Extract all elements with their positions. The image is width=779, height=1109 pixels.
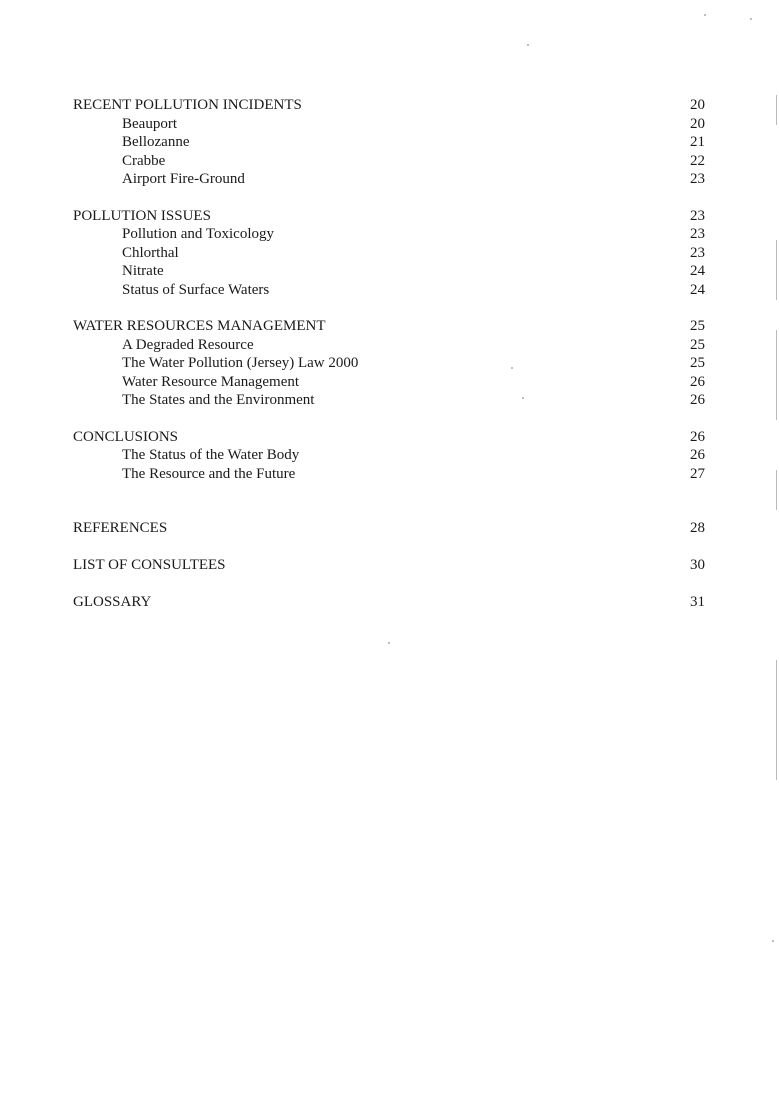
scan-edge-mark xyxy=(776,660,777,780)
scan-edge-mark xyxy=(776,470,777,510)
scan-speck xyxy=(750,18,752,20)
toc-page-number: 24 xyxy=(690,281,705,298)
toc-heading: LIST OF CONSULTEES xyxy=(73,557,226,573)
toc-page-number: 25 xyxy=(690,336,705,353)
toc-entry-row xyxy=(73,133,705,152)
toc-entry-row xyxy=(73,354,705,373)
scan-edge-mark xyxy=(776,240,777,300)
scan-speck xyxy=(772,940,774,942)
toc-section-pollution-issues xyxy=(73,207,705,300)
scan-speck xyxy=(388,642,390,644)
toc-entry: Beauport xyxy=(122,115,177,132)
toc-page-number: 26 xyxy=(690,428,705,445)
toc-entry: Airport Fire-Ground xyxy=(122,171,245,187)
toc-page-number: 23 xyxy=(690,207,705,224)
scan-speck xyxy=(704,14,706,16)
toc-page-number: 25 xyxy=(690,355,705,371)
toc-heading-row xyxy=(73,317,705,336)
toc-page-number: 31 xyxy=(690,594,705,610)
toc-entry: Nitrate xyxy=(122,263,164,279)
toc-entry-row xyxy=(73,115,705,134)
toc-page-number: 20 xyxy=(690,97,705,113)
toc-page-number: 23 xyxy=(690,244,705,261)
toc-heading: CONCLUSIONS xyxy=(73,428,179,445)
toc-heading-row xyxy=(73,428,705,447)
toc-entry: Crabbe xyxy=(122,152,166,169)
toc-entry-row xyxy=(73,373,705,392)
toc-section-recent-pollution-incidents xyxy=(73,96,705,189)
toc-page-number: 23 xyxy=(690,226,705,242)
scan-speck xyxy=(527,44,529,46)
scan-speck xyxy=(511,367,513,369)
toc-page-number: 21 xyxy=(690,134,705,150)
toc-page-number: 26 xyxy=(690,373,705,390)
toc-entry: Chlorthal xyxy=(122,244,179,261)
toc-entry-row xyxy=(73,170,705,189)
toc-page-number: 30 xyxy=(690,557,705,573)
toc-page-number: 24 xyxy=(690,263,705,279)
toc-page-number: 25 xyxy=(690,318,705,334)
toc-entry: A Degraded Resource xyxy=(122,336,254,353)
scan-edge-mark xyxy=(776,330,777,420)
toc-heading-row-list-of-consultees xyxy=(73,556,705,575)
toc-heading-row xyxy=(73,207,705,226)
toc-heading: RECENT POLLUTION INCIDENTS xyxy=(73,97,302,113)
toc-heading: WATER RESOURCES MANAGEMENT xyxy=(73,318,326,334)
toc-page-number: 26 xyxy=(690,392,705,408)
toc-entry: Status of Surface Waters xyxy=(122,281,270,298)
scan-speck xyxy=(522,397,524,399)
toc-entry: Pollution and Toxicology xyxy=(122,226,275,242)
toc-heading-row-glossary xyxy=(73,593,705,612)
toc-entry-row xyxy=(73,281,705,300)
toc-entry-row xyxy=(73,244,705,263)
toc-entry-row xyxy=(73,465,705,484)
toc-heading: POLLUTION ISSUES xyxy=(73,207,211,224)
toc-entry: The Resource and the Future xyxy=(122,465,296,482)
toc-page-number: 28 xyxy=(690,520,705,536)
toc-heading: REFERENCES xyxy=(73,520,168,536)
toc-entry-row xyxy=(73,336,705,355)
toc-page-number: 23 xyxy=(690,171,705,187)
toc-entry: The States and the Environment xyxy=(122,392,315,408)
toc-page-number: 26 xyxy=(690,447,705,463)
toc-heading-row-references xyxy=(73,519,705,538)
toc-entry-row xyxy=(73,391,705,410)
scan-edge-mark xyxy=(776,95,777,125)
toc-page-number: 27 xyxy=(690,465,705,482)
toc-entry: Water Resource Management xyxy=(122,373,300,390)
toc-entry: The Status of the Water Body xyxy=(122,447,300,463)
toc-entry-row xyxy=(73,225,705,244)
toc-entry-row xyxy=(73,152,705,171)
toc-heading: GLOSSARY xyxy=(73,594,152,610)
toc-entry: The Water Pollution (Jersey) Law 2000 xyxy=(122,355,359,371)
toc-entry: Bellozanne xyxy=(122,134,190,150)
toc-section-water-resources-management xyxy=(73,317,705,410)
toc-entry-row xyxy=(73,446,705,465)
toc-entry-row xyxy=(73,262,705,281)
toc-page-number: 22 xyxy=(690,152,705,169)
toc-section-conclusions xyxy=(73,428,705,484)
table-of-contents xyxy=(73,96,705,630)
toc-page-number: 20 xyxy=(690,115,705,132)
toc-heading-row xyxy=(73,96,705,115)
